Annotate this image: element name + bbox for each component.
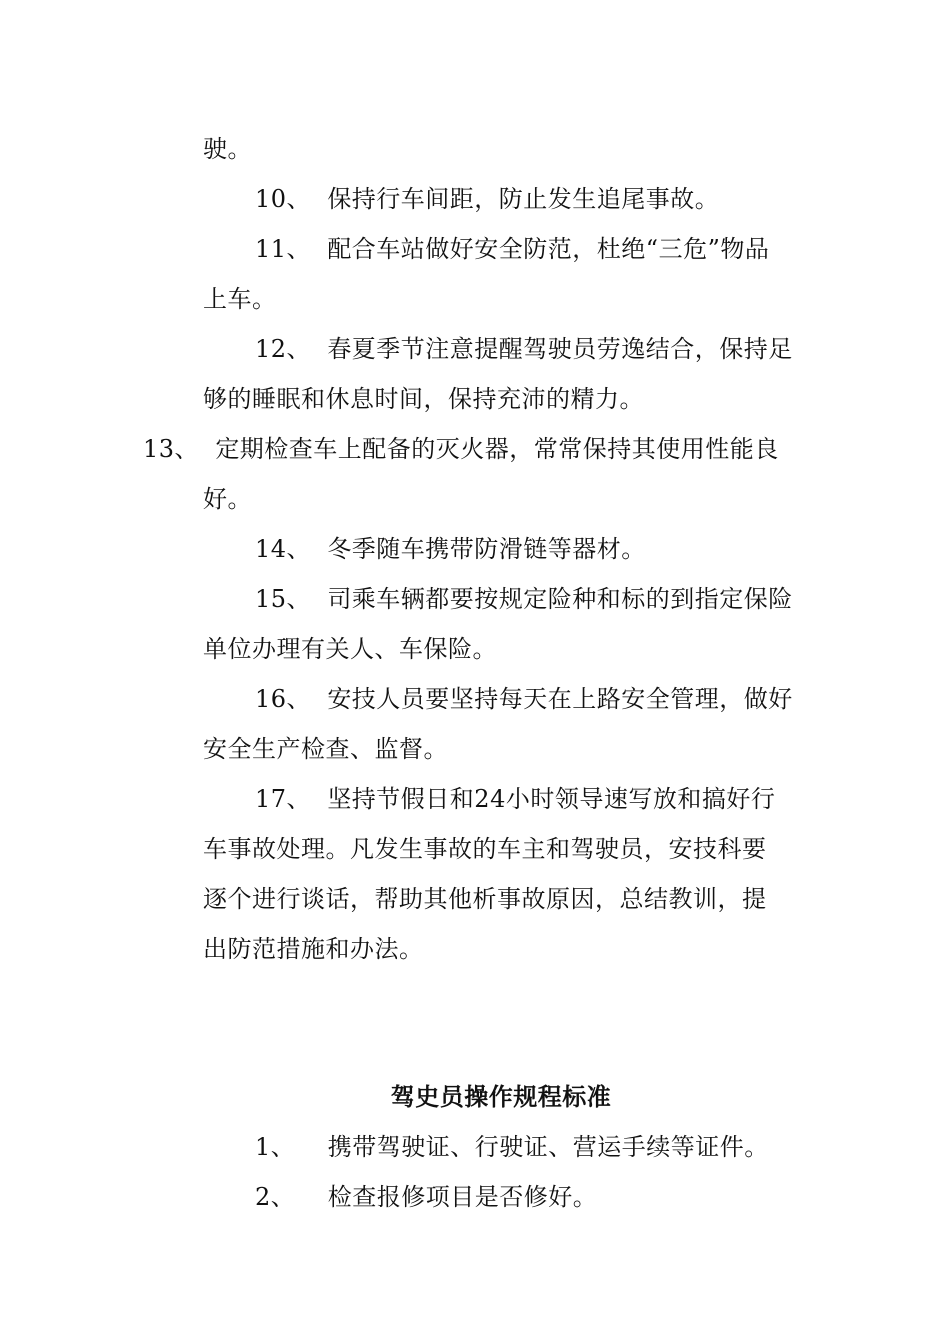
item-text-continuation: 出防范措施和办法。 [203, 935, 424, 963]
list-item-10 [255, 184, 719, 214]
item-text: 配合车站做好安全防范，杜绝“三危”物品 [327, 235, 770, 263]
item-text: 司乘车辆都要按规定险种和标的到指定保险 [327, 585, 793, 613]
section-title: 驾史员操作规程标准 [390, 1082, 612, 1111]
item-number: 17、 [255, 785, 312, 813]
item-text: 携带驾驶证、行驶证、营运手续等证件。 [327, 1133, 769, 1161]
list-item-12 [255, 334, 793, 364]
item-number: 15、 [255, 585, 312, 613]
item-text: 安技人员要坚持每天在上路安全管理，做好 [327, 685, 793, 713]
item-number: 13、 [143, 435, 200, 463]
item-number: 10、 [255, 185, 312, 213]
item-text-continuation: 车事故处理。凡发生事故的车主和驾驶员，安技科要 [203, 835, 767, 863]
item-text: 保持行车间距，防止发生追尾事故。 [327, 185, 720, 213]
section-item-1 [255, 1132, 769, 1162]
item-text: 春夏季节注意提醒驾驶员劳逸结合，保持足 [327, 335, 793, 363]
item-number: 1、 [255, 1133, 296, 1161]
list-item-16 [255, 684, 793, 714]
continuation-text: 驶。 [203, 135, 252, 163]
item-text-continuation: 上车。 [203, 285, 277, 313]
item-text: 检查报修项目是否修好。 [327, 1183, 598, 1211]
item-text-continuation: 单位办理有关人、车保险。 [203, 635, 497, 663]
item-text-continuation: 安全生产检查、监督。 [203, 735, 448, 763]
item-text: 坚持节假日和24小时领导速写放和搞好行 [327, 785, 776, 813]
item-text: 冬季随车携带防滑链等器材。 [327, 535, 646, 563]
item-text-continuation: 够的睡眠和休息时间，保持充沛的精力。 [203, 385, 644, 413]
list-item-15 [255, 584, 793, 614]
list-item-17 [255, 784, 775, 814]
item-text: 定期检查车上配备的灭火器，常常保持其使用性能良 [215, 435, 779, 463]
item-text-continuation: 逐个进行谈话，帮助其他析事故原因，总结教训，提 [203, 885, 767, 913]
list-item-11 [255, 234, 769, 264]
item-number: 14、 [255, 535, 312, 563]
item-number: 2、 [255, 1183, 296, 1211]
list-item-14 [255, 534, 646, 564]
item-number: 12、 [255, 335, 312, 363]
section-item-2 [255, 1182, 597, 1212]
list-item-13 [143, 434, 779, 464]
item-number: 11、 [255, 235, 312, 263]
item-text-continuation: 好。 [203, 485, 252, 513]
item-number: 16、 [255, 685, 312, 713]
